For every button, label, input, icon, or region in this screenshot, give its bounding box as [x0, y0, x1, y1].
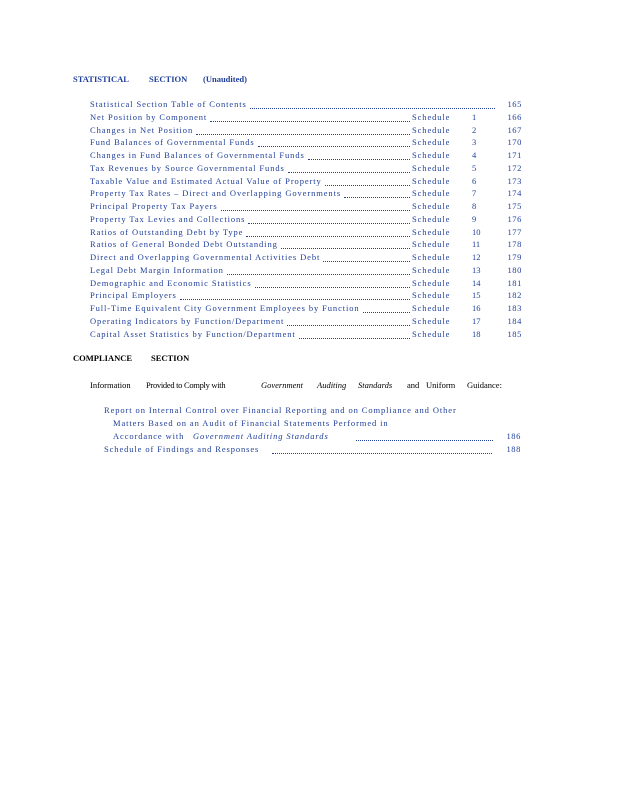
leader-dots — [356, 431, 493, 441]
intro-word: Standards — [358, 380, 393, 390]
toc-schedule-label: Schedule — [412, 226, 451, 237]
toc-entry-title: Taxable Value and Estimated Actual Value of Property — [90, 175, 322, 186]
toc-schedule-number: 7 — [472, 188, 477, 199]
toc-page-number: 185 — [507, 328, 522, 339]
toc-schedule-label: Schedule — [412, 175, 451, 186]
toc-page-number: 180 — [507, 264, 522, 275]
toc-schedule-label: Schedule — [412, 213, 451, 224]
toc-schedule-label: Schedule — [412, 277, 451, 288]
heading-word: SECTION — [151, 353, 190, 363]
toc-schedule-number: 11 — [472, 239, 481, 250]
toc-schedule-label: Schedule — [412, 201, 451, 211]
leader-dots — [248, 213, 410, 224]
findings-page: 188 — [506, 444, 521, 454]
toc-schedule-label: Schedule — [412, 328, 451, 339]
leader-dots — [288, 162, 410, 173]
intro-word: Government — [261, 380, 304, 390]
toc-schedule-number: 4 — [472, 150, 477, 160]
toc-entry-title: Ratios of General Bonded Debt Outstanding — [90, 239, 278, 250]
leader-dots — [308, 149, 410, 160]
toc-schedule-number: 1 — [472, 111, 477, 122]
toc-row — [90, 289, 522, 302]
toc-page-number: 165 — [507, 99, 522, 109]
toc-schedule-label: Schedule — [412, 252, 451, 262]
toc-page-number: 177 — [507, 226, 522, 237]
toc-entry-title: Property Tax Rates – Direct and Overlapping Governments — [90, 188, 342, 199]
toc-page-number: 176 — [507, 213, 522, 224]
toc-page-number: 175 — [507, 201, 522, 211]
toc-schedule-number: 6 — [472, 175, 477, 186]
leader-dots — [255, 277, 410, 288]
toc-schedule-label: Schedule — [412, 162, 451, 173]
toc-entry-title: Operating Indicators by Function/Department — [90, 315, 285, 326]
toc-page-number: 182 — [507, 290, 522, 301]
compliance-report-line2: Matters Based on an Audit of Financial Statements Performed in — [113, 418, 389, 428]
heading-word: SECTION — [149, 74, 188, 84]
findings-title: Schedule of Findings and Responses — [104, 444, 260, 454]
statistical-toc — [90, 98, 522, 340]
report-page: 186 — [506, 431, 521, 441]
toc-entry-title: Property Tax Levies and Collections — [90, 213, 246, 224]
leader-dots — [281, 238, 410, 249]
toc-schedule-number: 5 — [472, 162, 477, 173]
toc-entry-title: Principal Employers — [90, 290, 177, 301]
toc-page-number: 170 — [507, 137, 522, 148]
leader-dots — [196, 124, 410, 135]
toc-row — [90, 277, 522, 290]
toc-row — [90, 200, 522, 213]
heading-note: (Unaudited) — [203, 74, 247, 84]
toc-page-number: 172 — [507, 162, 522, 173]
toc-schedule-number: 18 — [472, 328, 481, 339]
leader-dots — [287, 315, 410, 326]
leader-dots — [246, 226, 410, 237]
toc-schedule-label: Schedule — [412, 290, 451, 301]
toc-row — [90, 328, 522, 341]
toc-entry-title: Changes in Fund Balances of Governmental Funds — [90, 150, 305, 160]
leader-dots — [221, 200, 410, 211]
toc-row — [90, 111, 522, 124]
compliance-intro — [90, 380, 520, 392]
compliance-report-line3 — [113, 431, 521, 443]
toc-schedule-label: Schedule — [412, 239, 451, 250]
leader-dots — [299, 328, 410, 339]
toc-page-number: 167 — [507, 124, 522, 135]
toc-schedule-number: 2 — [472, 124, 477, 135]
toc-row — [90, 302, 522, 315]
toc-schedule-label: Schedule — [412, 264, 451, 275]
toc-schedule-label: Schedule — [412, 188, 451, 199]
intro-word: Guidance: — [467, 380, 502, 390]
leader-dots — [344, 187, 410, 198]
toc-page-number: 181 — [507, 277, 522, 288]
toc-page-number: 183 — [507, 303, 522, 313]
toc-row — [90, 162, 522, 175]
toc-schedule-label: Schedule — [412, 137, 451, 148]
toc-schedule-number: 8 — [472, 201, 477, 211]
toc-row — [90, 213, 522, 226]
heading-word: COMPLIANCE — [73, 353, 133, 363]
toc-row — [90, 175, 522, 188]
toc-entry-title: Legal Debt Margin Information — [90, 264, 224, 275]
toc-entry-title: Direct and Overlapping Governmental Activities Debt — [90, 252, 321, 262]
toc-page-number: 174 — [507, 188, 522, 199]
toc-schedule-number: 15 — [472, 290, 481, 301]
toc-row — [90, 226, 522, 239]
toc-entry-title: Principal Property Tax Payers — [90, 201, 218, 211]
toc-schedule-label: Schedule — [412, 315, 451, 326]
toc-page-number: 166 — [507, 111, 522, 122]
leader-dots — [325, 175, 410, 186]
toc-schedule-number: 3 — [472, 137, 477, 148]
leader-dots — [272, 444, 492, 454]
toc-schedule-number: 14 — [472, 277, 481, 288]
toc-entry-title: Tax Revenues by Source Governmental Funds — [90, 162, 285, 173]
toc-row — [90, 187, 522, 200]
leader-dots — [210, 111, 410, 122]
intro-word: Provided to Comply with — [146, 380, 226, 390]
heading-word: STATISTICAL — [73, 74, 129, 84]
intro-word: Information — [90, 380, 131, 390]
toc-page-number: 178 — [507, 239, 522, 250]
toc-entry-title: Full-Time Equivalent City Government Employees by Function — [90, 303, 360, 313]
toc-row — [90, 98, 522, 111]
toc-schedule-number: 12 — [472, 252, 481, 262]
toc-row — [90, 136, 522, 149]
toc-entry-title: Net Position by Component — [90, 111, 208, 122]
leader-dots — [258, 136, 410, 147]
toc-row — [90, 251, 522, 264]
toc-entry-title: Statistical Section Table of Contents — [90, 99, 247, 109]
report-line3-prefix: Accordance with — [113, 431, 185, 441]
toc-row — [90, 315, 522, 328]
toc-entry-title: Capital Asset Statistics by Function/Department — [90, 328, 296, 339]
intro-word: Auditing — [317, 380, 347, 390]
leader-dots — [227, 264, 410, 275]
toc-schedule-label: Schedule — [412, 124, 451, 135]
intro-word: and — [407, 380, 420, 390]
leader-dots — [180, 289, 410, 300]
toc-schedule-number: 13 — [472, 264, 481, 275]
toc-page-number: 171 — [507, 150, 522, 160]
toc-page-number: 173 — [507, 175, 522, 186]
toc-schedule-number: 9 — [472, 213, 477, 224]
toc-page-number: 184 — [507, 315, 522, 326]
toc-schedule-number: 16 — [472, 303, 481, 313]
toc-schedule-label: Schedule — [412, 111, 451, 122]
compliance-report-line1: Report on Internal Control over Financial Reporting and on Compliance and Other — [104, 405, 457, 415]
toc-row — [90, 149, 522, 162]
toc-entry-title: Changes in Net Position — [90, 124, 194, 135]
toc-row — [90, 238, 522, 251]
report-line3-italic: Government Auditing Standards — [193, 431, 329, 441]
intro-word: Uniform — [426, 380, 456, 390]
toc-schedule-number: 10 — [472, 226, 481, 237]
compliance-findings-line — [104, 444, 521, 456]
toc-page-number: 179 — [507, 252, 522, 262]
toc-schedule-label: Schedule — [412, 150, 451, 160]
toc-entry-title: Fund Balances of Governmental Funds — [90, 137, 255, 148]
toc-row — [90, 124, 522, 137]
leader-dots — [323, 251, 410, 262]
leader-dots — [363, 302, 410, 313]
toc-entry-title: Demographic and Economic Statistics — [90, 277, 252, 288]
toc-schedule-label: Schedule — [412, 303, 451, 313]
toc-entry-title: Ratios of Outstanding Debt by Type — [90, 226, 244, 237]
toc-schedule-number: 17 — [472, 315, 481, 326]
toc-row — [90, 264, 522, 277]
leader-dots — [250, 98, 495, 109]
